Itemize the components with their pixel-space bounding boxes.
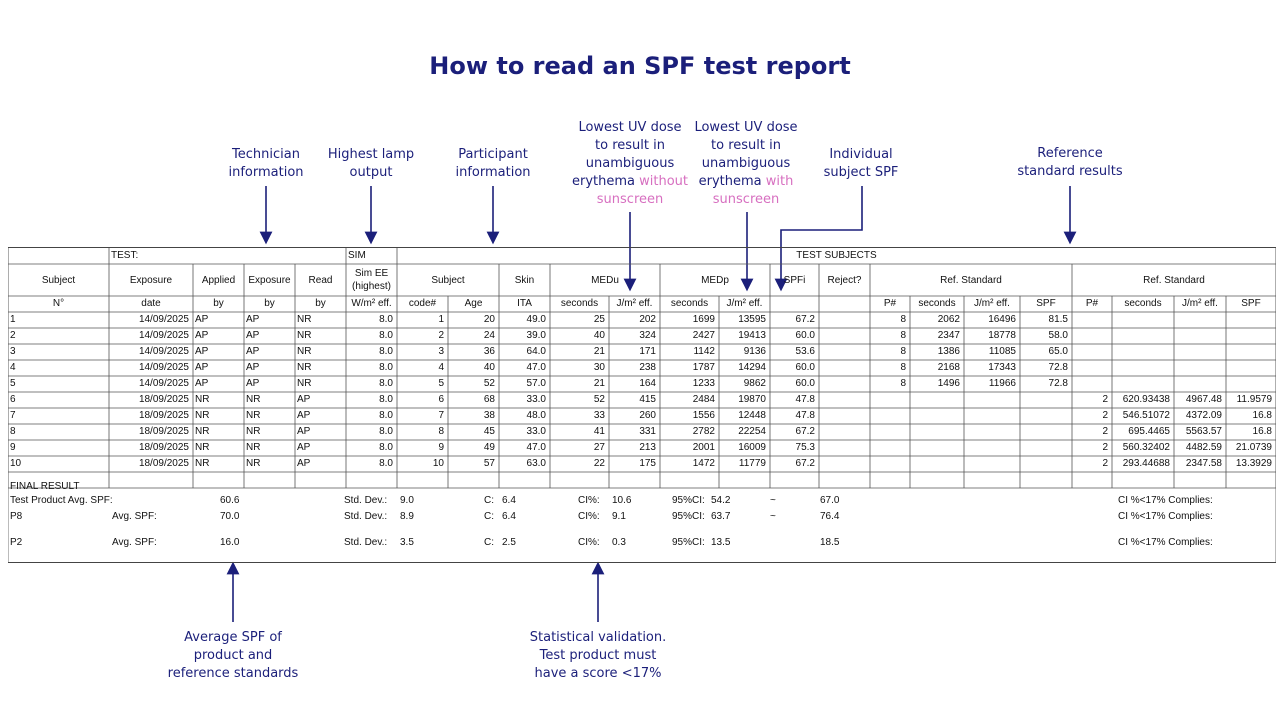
page-title: How to read an SPF test report <box>429 52 851 80</box>
table-cell: 4372.09 <box>1185 410 1222 421</box>
header-unit: seconds <box>670 298 709 309</box>
final-ci95-label: 95%CI: <box>672 537 705 548</box>
table-cell: 213 <box>639 442 656 453</box>
table-cell: 14/09/2025 <box>138 330 189 341</box>
final-ci-label: CI%: <box>578 511 600 522</box>
annotation-medu-text: Lowest UV dose to result in unambiguous erythema <box>571 120 682 189</box>
table-cell: 11966 <box>988 378 1016 389</box>
final-std: 9.0 <box>400 495 414 506</box>
annotation-lamp-text: Highest lamp output <box>327 147 415 180</box>
table-cell: 20 <box>483 314 495 325</box>
table-cell: 21 <box>593 346 605 357</box>
header-unit: SPF <box>1241 298 1261 309</box>
header-unit: seconds <box>918 298 956 309</box>
table-cell: 4967.48 <box>1185 394 1222 405</box>
final-ci95: 63.7 <box>711 511 731 522</box>
final-std-label: Std. Dev.: <box>344 495 388 506</box>
final-c-label: C: <box>484 537 494 548</box>
table-cell: 27 <box>593 442 605 453</box>
table-cell: 8 <box>438 426 444 437</box>
table-cell: 2 <box>1102 458 1108 469</box>
table-cell: 47.8 <box>795 394 815 405</box>
table-cell: 2 <box>1102 426 1108 437</box>
table-cell: AP <box>195 362 209 373</box>
table-cell: 2168 <box>937 362 960 373</box>
table-cell: 60.0 <box>795 362 815 373</box>
table-cell: AP <box>297 394 311 405</box>
table-cell: 12448 <box>738 410 766 421</box>
table-cell: 18/09/2025 <box>138 442 189 453</box>
table-cell: 8.0 <box>379 410 393 421</box>
annotation-medp-text: Lowest UV dose to result in unambiguous erythema <box>694 120 798 189</box>
table-cell: 2062 <box>937 314 960 325</box>
table-cell: 2347.58 <box>1185 458 1222 469</box>
table-cell: 21.0739 <box>1235 442 1272 453</box>
table-cell: 9 <box>10 442 16 453</box>
table-cell: 18778 <box>988 330 1016 341</box>
final-c: 6.4 <box>502 511 516 522</box>
final-result-heading: FINAL RESULT <box>10 481 80 492</box>
header-unit: W/m² eff. <box>351 298 392 309</box>
table-cell: 2 <box>1102 394 1108 405</box>
final-std: 8.9 <box>400 511 414 522</box>
table-cell: NR <box>297 362 312 373</box>
table-cell: 11.9579 <box>1236 394 1272 405</box>
table-cell: AP <box>297 426 311 437</box>
header-reject: Reject? <box>827 274 862 286</box>
table-cell: 21 <box>593 378 605 389</box>
table-cell: 9136 <box>743 346 766 357</box>
table-cell: 47.8 <box>795 410 815 421</box>
table-cell: 39.0 <box>526 330 546 341</box>
table-cell: 45 <box>483 426 495 437</box>
table-cell: NR <box>297 330 312 341</box>
table-cell: AP <box>246 346 260 357</box>
annotation-stat-text: Statistical validation. Test product must have a score <17% <box>529 630 667 681</box>
table-cell: 25 <box>593 314 605 325</box>
table-cell: 7 <box>438 410 444 421</box>
table-cell: AP <box>246 330 260 341</box>
final-complies: CI %<17% Complies: <box>1118 537 1213 548</box>
table-cell: 40 <box>593 330 605 341</box>
annotation-medp-emphasis: with sunscreen <box>712 174 794 207</box>
table-cell: 65.0 <box>1048 346 1068 357</box>
table-cell: 8.0 <box>379 378 393 389</box>
table-cell: AP <box>195 346 209 357</box>
table-cell: 52 <box>593 394 605 405</box>
final-ci: 9.1 <box>612 511 626 522</box>
table-cell: 33 <box>593 410 605 421</box>
table-cell: 2 <box>438 330 444 341</box>
final-std: 3.5 <box>400 537 414 548</box>
table-cell: 8 <box>900 330 906 341</box>
table-cell: 293.44688 <box>1122 458 1170 469</box>
table-cell: 18/09/2025 <box>138 394 189 405</box>
header-unit <box>819 296 870 312</box>
final-ci-label: CI%: <box>578 537 600 548</box>
table-cell: 58.0 <box>1048 330 1068 341</box>
table-cell: 238 <box>639 362 656 373</box>
table-cell: 14/09/2025 <box>138 362 189 373</box>
table-cell: 72.8 <box>1048 378 1068 389</box>
table-cell: NR <box>195 410 210 421</box>
table-cell: 8 <box>900 378 906 389</box>
header-unit <box>770 296 819 312</box>
header-unit: seconds <box>560 298 599 309</box>
table-cell: NR <box>246 394 261 405</box>
group-header-test-subjects: TEST SUBJECTS <box>796 250 877 261</box>
final-label: P8 <box>10 511 23 522</box>
table-cell: 49 <box>483 442 495 453</box>
table-cell: 560.32402 <box>1122 442 1170 453</box>
table-cell: 8.0 <box>379 458 393 469</box>
final-ci: 0.3 <box>612 537 626 548</box>
table-cell: 64.0 <box>526 346 546 357</box>
table-cell: 1 <box>438 314 444 325</box>
table-cell: 175 <box>639 458 656 469</box>
table-cell: 2347 <box>937 330 960 341</box>
table-cell: AP <box>246 314 260 325</box>
table-cell: 9 <box>438 442 444 453</box>
table-cell: AP <box>195 330 209 341</box>
table-cell: 2001 <box>692 442 715 453</box>
table-cell: AP <box>297 410 311 421</box>
table-cell: 16.8 <box>1252 426 1272 437</box>
final-upper: 18.5 <box>820 537 840 548</box>
header-applied: Applied <box>201 274 236 286</box>
table-cell: AP <box>195 378 209 389</box>
final-upper: 76.4 <box>820 511 840 522</box>
table-cell: 18/09/2025 <box>138 410 189 421</box>
table-cell: 8 <box>10 426 16 437</box>
annotation-spfi-text: Individual subject SPF <box>823 147 899 180</box>
table-cell: 4 <box>10 362 16 373</box>
table-cell: 10 <box>10 458 22 469</box>
table-cell: 3 <box>10 346 16 357</box>
table-cell: NR <box>246 458 261 469</box>
group-header-test: TEST: <box>111 250 139 261</box>
table-cell: 695.4465 <box>1128 426 1170 437</box>
header-medu: MEDu <box>591 274 619 286</box>
table-cell: 13.3929 <box>1235 458 1272 469</box>
table-cell: 2782 <box>692 426 715 437</box>
header-subject-2: Subject <box>431 274 465 286</box>
table-cell: 546.51072 <box>1122 410 1170 421</box>
table-cell: 4 <box>438 362 444 373</box>
header-unit: P# <box>1085 298 1099 309</box>
table-cell: 3 <box>438 346 444 357</box>
table-cell: 36 <box>483 346 495 357</box>
table-cell: 415 <box>639 394 656 405</box>
final-ci: 10.6 <box>612 495 632 506</box>
table-cell: 8.0 <box>379 394 393 405</box>
table-cell: 19413 <box>738 330 766 341</box>
table-cell: 57 <box>483 458 495 469</box>
table-cell: 7 <box>10 410 16 421</box>
table-cell: 47.0 <box>526 442 546 453</box>
header-unit: P# <box>883 298 897 309</box>
table-cell: 8.0 <box>379 362 393 373</box>
header-unit: date <box>141 298 161 309</box>
header-spfi: SPFi <box>783 274 806 286</box>
header-medp: MEDp <box>701 274 729 286</box>
table-cell: 8 <box>900 314 906 325</box>
final-label: P2 <box>10 537 23 548</box>
table-cell: 24 <box>483 330 495 341</box>
header-unit: J/m² eff. <box>616 298 653 309</box>
final-ci95-label: 95%CI: <box>672 511 705 522</box>
final-std-label: Std. Dev.: <box>344 511 388 522</box>
header-unit: seconds <box>1124 298 1162 309</box>
table-cell: 38 <box>483 410 495 421</box>
table-cell: 6 <box>438 394 444 405</box>
table-cell: 16.8 <box>1252 410 1272 421</box>
table-cell: 9862 <box>743 378 766 389</box>
table-cell: 11085 <box>988 346 1016 357</box>
final-c: 2.5 <box>502 537 516 548</box>
final-avg: 70.0 <box>220 511 240 522</box>
group-header-sim: SIM <box>348 250 366 261</box>
annotation-reference-text: Reference standard results <box>1017 146 1123 179</box>
table-cell: 10 <box>432 458 444 469</box>
table-cell: AP <box>297 458 311 469</box>
table-cell: AP <box>297 442 311 453</box>
table-cell: 17343 <box>988 362 1016 373</box>
final-tilde: ~ <box>770 511 776 522</box>
table-cell: 60.0 <box>795 378 815 389</box>
table-cell: 48.0 <box>526 410 546 421</box>
table-cell: 5 <box>10 378 16 389</box>
header-subject: Subject <box>41 274 76 286</box>
header-sim-ee: Sim EE (highest) <box>352 268 391 292</box>
table-cell: 14/09/2025 <box>138 346 189 357</box>
final-c: 6.4 <box>502 495 516 506</box>
table-cell: 14/09/2025 <box>138 314 189 325</box>
table-cell: 1142 <box>693 346 715 357</box>
table-cell: 5 <box>438 378 444 389</box>
header-unit: SPF <box>1036 298 1056 309</box>
header-read: Read <box>308 274 333 286</box>
header-unit: J/m² eff. <box>726 298 763 309</box>
table-cell: NR <box>246 410 261 421</box>
header-unit: N° <box>52 298 65 309</box>
table-cell: NR <box>297 346 312 357</box>
table-cell: 8 <box>900 346 906 357</box>
table-cell: 8 <box>900 362 906 373</box>
table-cell: 68 <box>483 394 495 405</box>
final-label2: Avg. SPF: <box>112 537 157 548</box>
table-cell: 620.93438 <box>1122 394 1170 405</box>
final-complies: CI %<17% Complies: <box>1118 511 1213 522</box>
table-cell: 13595 <box>738 314 766 325</box>
header-skin: Skin <box>514 274 535 286</box>
table-cell: 2 <box>1102 410 1108 421</box>
header-unit: by <box>315 298 326 309</box>
table-cell: 1556 <box>692 410 715 421</box>
final-ci95: 13.5 <box>711 537 731 548</box>
table-cell: 14294 <box>738 362 766 373</box>
table-cell: 22254 <box>738 426 766 437</box>
header-unit: Age <box>464 298 483 309</box>
final-complies: CI %<17% Complies: <box>1118 495 1213 506</box>
table-cell: 1233 <box>692 378 715 389</box>
table-cell: 8.0 <box>379 426 393 437</box>
final-avg: 60.6 <box>220 495 240 506</box>
table-cell: AP <box>195 314 209 325</box>
table-cell: 63.0 <box>526 458 546 469</box>
table-cell: 171 <box>639 346 656 357</box>
final-tilde: ~ <box>770 495 776 506</box>
table-cell: 49.0 <box>526 314 546 325</box>
table-cell: 1787 <box>692 362 715 373</box>
annotation-technician-text: Technician information <box>228 147 304 180</box>
header-unit: J/m² eff. <box>1182 298 1218 309</box>
table-cell: 75.3 <box>795 442 815 453</box>
table-cell: 52 <box>483 378 495 389</box>
table-cell: 4482.59 <box>1185 442 1222 453</box>
table-cell: 22 <box>593 458 605 469</box>
header-exposure-by: Exposure <box>248 274 291 286</box>
table-cell: 40 <box>483 362 495 373</box>
table-cell: AP <box>246 378 260 389</box>
header-ref-standard-2: Ref. Standard <box>1143 274 1205 286</box>
table-cell: 1699 <box>692 314 715 325</box>
table-cell: 2 <box>1102 442 1108 453</box>
table-cell: 41 <box>593 426 605 437</box>
final-label: Test Product Avg. SPF: <box>10 495 113 506</box>
final-ci95: 54.2 <box>711 495 731 506</box>
table-cell: 202 <box>639 314 656 325</box>
table-cell: 164 <box>639 378 656 389</box>
table-cell: 60.0 <box>795 330 815 341</box>
table-cell: 2 <box>10 330 16 341</box>
final-c-label: C: <box>484 511 494 522</box>
final-avg: 16.0 <box>220 537 240 548</box>
table-cell: 67.2 <box>795 314 815 325</box>
final-c-label: C: <box>484 495 494 506</box>
table-cell: 14/09/2025 <box>138 378 189 389</box>
table-cell: 1 <box>10 314 16 325</box>
final-label2: Avg. SPF: <box>112 511 157 522</box>
table-cell: 331 <box>639 426 656 437</box>
header-unit: J/m² eff. <box>974 298 1010 309</box>
table-cell: NR <box>246 442 261 453</box>
annotation-avg-spf-text: Average SPF of product and reference standards <box>167 630 299 681</box>
table-cell: NR <box>195 394 210 405</box>
table-cell: 18/09/2025 <box>138 458 189 469</box>
table-cell: NR <box>195 442 210 453</box>
final-std-label: Std. Dev.: <box>344 537 388 548</box>
table-cell: 67.2 <box>795 458 815 469</box>
header-unit: by <box>213 298 224 309</box>
table-cell: 324 <box>639 330 656 341</box>
table-cell: 2427 <box>692 330 715 341</box>
table-cell: 47.0 <box>526 362 546 373</box>
table-cell: 33.0 <box>526 394 546 405</box>
table-cell: 16009 <box>738 442 766 453</box>
final-ci-label: CI%: <box>578 495 600 506</box>
table-cell: NR <box>195 458 210 469</box>
spf-report-table <box>8 247 1276 563</box>
header-ref-standard-1: Ref. Standard <box>940 274 1002 286</box>
table-cell: 8.0 <box>379 346 393 357</box>
header-exposure: Exposure <box>129 274 173 286</box>
table-cell: 57.0 <box>526 378 546 389</box>
header-unit: code# <box>408 298 437 309</box>
table-cell: 16496 <box>988 314 1016 325</box>
annotation-participant-text: Participant information <box>455 147 531 180</box>
table-cell: NR <box>297 378 312 389</box>
table-cell: 67.2 <box>795 426 815 437</box>
table-cell: 8.0 <box>379 314 393 325</box>
table-cell: 18/09/2025 <box>138 426 189 437</box>
table-cell: 8.0 <box>379 330 393 341</box>
table-cell: 2484 <box>692 394 715 405</box>
final-upper: 67.0 <box>820 495 840 506</box>
table-cell: NR <box>297 314 312 325</box>
final-ci95-label: 95%CI: <box>672 495 705 506</box>
table-cell: 5563.57 <box>1185 426 1222 437</box>
table-cell: 81.5 <box>1048 314 1068 325</box>
table-cell: 72.8 <box>1048 362 1068 373</box>
table-cell: NR <box>195 426 210 437</box>
table-cell: 30 <box>593 362 605 373</box>
table-cell: 19870 <box>738 394 766 405</box>
table-cell: 1386 <box>937 346 960 357</box>
header-unit: ITA <box>517 298 532 309</box>
header-unit: by <box>264 298 275 309</box>
table-cell: 260 <box>639 410 656 421</box>
annotation-medu-emphasis: without sunscreen <box>596 174 689 207</box>
table-cell: 1472 <box>692 458 715 469</box>
table-cell: 33.0 <box>526 426 546 437</box>
table-cell: 8.0 <box>379 442 393 453</box>
table-cell: NR <box>246 426 261 437</box>
table-cell: AP <box>246 362 260 373</box>
table-cell: 53.6 <box>795 346 815 357</box>
table-cell: 11779 <box>738 458 766 469</box>
table-cell: 6 <box>10 394 16 405</box>
table-cell: 1496 <box>937 378 960 389</box>
